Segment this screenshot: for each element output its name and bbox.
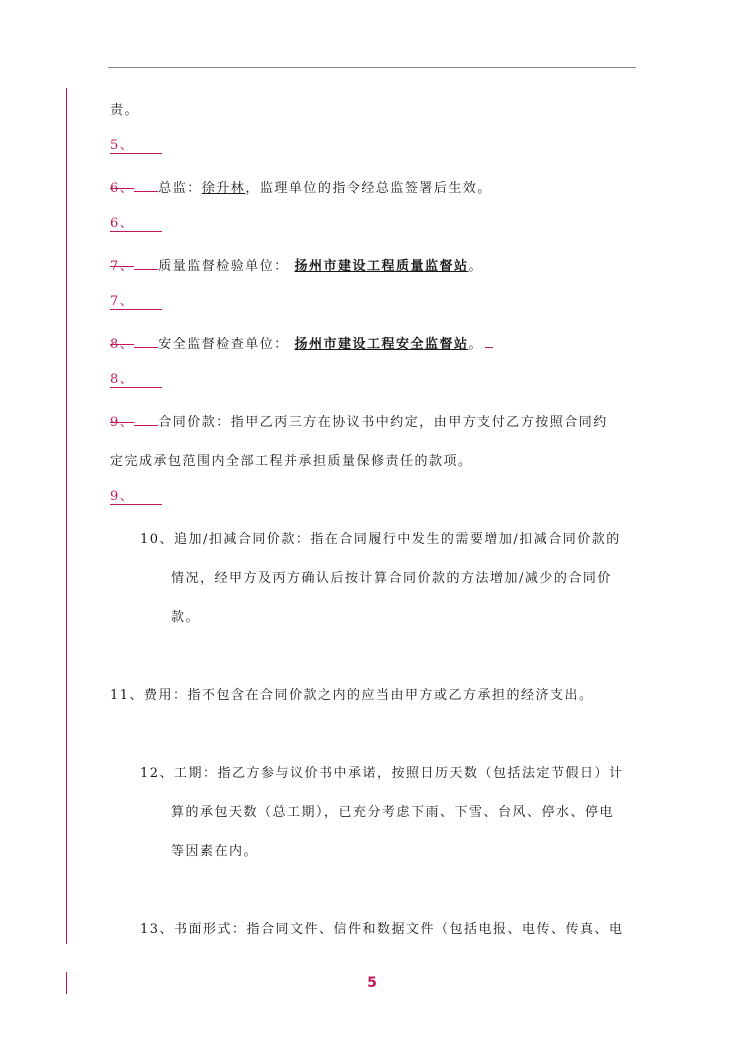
- item-9-line-2: 定完成承包范围内全部工程并承担质量保修责任的款项。: [110, 454, 473, 469]
- item-9-line-1: 9、 合同价款：指甲乙丙三方在协议书中约定，由甲方支付乙方按照合同约: [110, 415, 608, 430]
- continuation-text: 责。: [110, 103, 140, 118]
- inserted-item-6: 6、: [110, 216, 162, 232]
- item-13-line-1: 13、书面形式：指合同文件、信件和数据文件（包括电报、电传、传真、电: [140, 922, 624, 937]
- item-6: 6、 总监：徐升林，监理单位的指令经总监签署后生效。: [110, 181, 492, 196]
- inserted-item-8: 8、: [110, 372, 162, 388]
- inserted-item-5: 5、: [110, 138, 162, 154]
- item-10-line-1: 10、追加/扣减合同价款：指在合同履行中发生的需要增加/扣减合同价款的: [140, 532, 621, 547]
- safety-station: 扬州市建设工程安全监督站: [294, 337, 469, 352]
- item-10-line-3: 款。: [171, 610, 201, 625]
- item-12-line-1: 12、工期：指乙方参与议价书中承诺，按照日历天数（包括法定节假日）计: [140, 766, 624, 781]
- item-11: 11、费用：指不包含在合同价款之内的应当由甲方或乙方承担的经济支出。: [110, 688, 594, 703]
- item-12-line-2: 算的承包天数（总工期），已充分考虑下雨、下雪、台风、停水、停电: [171, 805, 615, 820]
- page-number: 5: [367, 975, 377, 991]
- inserted-item-9: 9、: [110, 489, 162, 505]
- inserted-item-7: 7、: [110, 294, 162, 310]
- deleted-number: 7、: [110, 259, 135, 274]
- item-8: 8、 安全监督检查单位： 扬州市建设工程安全监督站。: [110, 333, 493, 352]
- item-10-line-2: 情况，经甲方及丙方确认后按计算合同价款的方法增加/减少的合同价: [171, 571, 612, 586]
- deleted-number: 9、: [110, 415, 135, 430]
- header-rule: [108, 67, 636, 68]
- deleted-number: 6、: [110, 181, 135, 196]
- supervisor-name: 徐升林: [201, 181, 246, 196]
- revision-change-bar: [66, 88, 67, 944]
- deleted-number: 8、: [110, 337, 135, 352]
- quality-station: 扬州市建设工程质量监督站: [294, 259, 469, 274]
- item-12-line-3: 等因素在内。: [171, 844, 259, 859]
- item-7: 7、 质量监督检验单位： 扬州市建设工程质量监督站。: [110, 259, 483, 274]
